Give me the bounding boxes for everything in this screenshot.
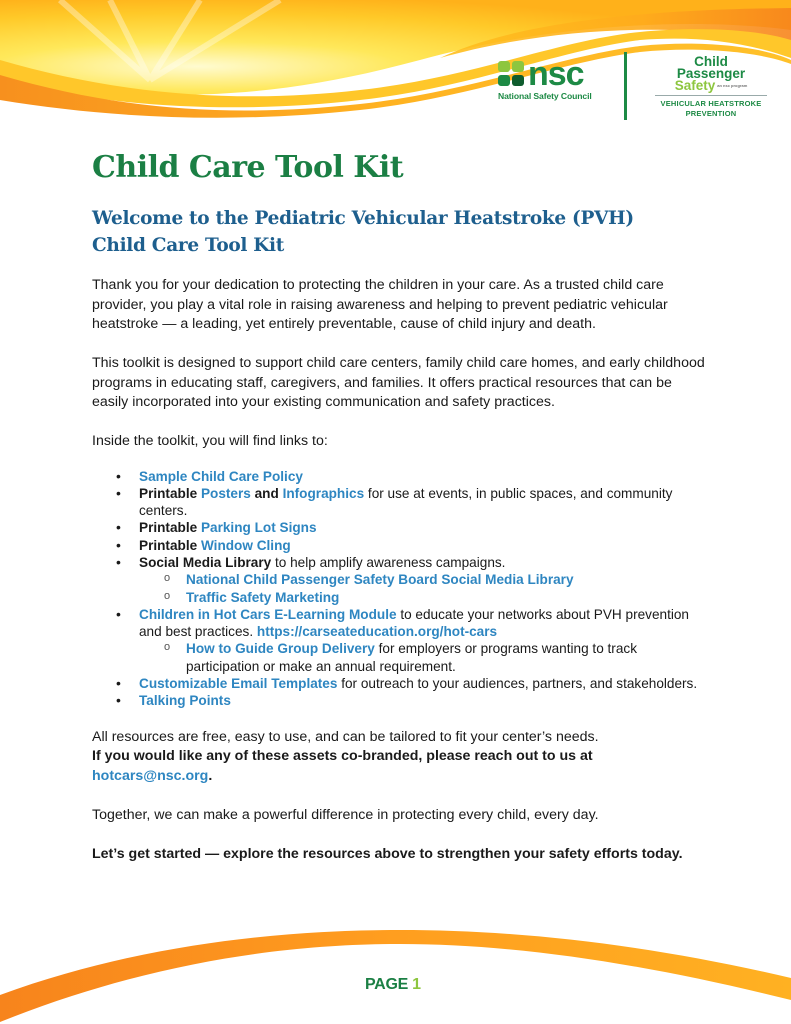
group-delivery-guide-link[interactable]: How to Guide Group Delivery <box>186 641 375 657</box>
list-item: • Children in Hot Cars E-Learning Module to educate your networks about PVH prevention and best practices. https://carseateducation.org/hot-cars o How to Guide Group Delivery for employers or programs wanting to track participation or make an annual requirement. <box>112 606 712 675</box>
intro-paragraph: Thank you for your dedication to protecting the children in your care. As a trusted child care provider, you play a vital role in raising awareness and helping to prevent pediatric vehicular heatstroke — a leading, yet entirely preventable, cause of child injury and death. <box>92 277 668 332</box>
together-paragraph: Together, we can make a powerful difference in protecting every child, every day. <box>92 806 599 823</box>
toolkit-description-paragraph: This toolkit is designed to support child care centers, family child care homes, and early childhood programs in educating staff, caregivers, and families. It offers practical resources that can be easily incorporated into your existing communication and safety practices. <box>92 355 705 410</box>
sublist-item: o How to Guide Group Delivery for employers or programs wanting to track participation or make an annual requirement. <box>161 640 712 675</box>
logo-group <box>498 52 779 124</box>
list-item: • Customizable Email Templates for outreach to your audiences, partners, and stakeholders. <box>112 675 712 692</box>
elearning-module-link[interactable]: Children in Hot Cars E-Learning Module <box>139 606 397 622</box>
email-templates-link[interactable]: Customizable Email Templates <box>139 676 338 692</box>
page-subtitle: Welcome to the Pediatric Vehicular Heatstroke (PVH) Child Care Tool Kit <box>92 208 634 256</box>
list-item <box>112 692 712 709</box>
nsc-logo <box>498 55 606 101</box>
list-item: • Printable Window Cling <box>112 537 712 554</box>
window-cling-link[interactable]: Window Cling <box>200 537 291 553</box>
cps-logo-title: Child Passenger Safety an nsc program <box>674 54 748 93</box>
list-item <box>112 468 712 485</box>
list-item: • Printable Posters and Infographics for use at events, in public spaces, and community centers. <box>112 485 712 520</box>
document-body <box>92 150 712 884</box>
email-link[interactable]: hotcars@nsc.org <box>92 767 209 784</box>
list-item: • Printable Parking Lot Signs <box>112 519 712 536</box>
traffic-safety-marketing-link[interactable]: Traffic Safety Marketing <box>186 589 340 605</box>
nsc-plus-icon <box>498 61 526 87</box>
nsc-wordmark: nsc <box>528 55 584 93</box>
cps-logo-rule <box>655 95 767 96</box>
sublist-item <box>161 589 712 606</box>
cps-logo <box>643 56 779 119</box>
elearning-sublist <box>161 640 712 675</box>
links-intro-paragraph: Inside the toolkit, you will find links to: <box>92 433 328 449</box>
sublist-item <box>161 571 712 588</box>
page-number: PAGE 1 <box>365 976 421 993</box>
ncpsb-social-media-link[interactable]: National Child Passenger Safety Board Social Media Library <box>186 572 574 588</box>
social-media-sublist <box>161 571 712 606</box>
call-to-action-paragraph: Let’s get started — explore the resources above to strengthen your safety efforts today. <box>92 845 683 862</box>
nsc-logo-subtitle: National Safety Council <box>498 91 592 101</box>
cobranding-paragraph: All resources are free, easy to use, and can be tailored to fit your center’s needs. If you would like any of these assets co-branded, please reach out to us at hotcars@nsc.org. <box>92 728 599 784</box>
resource-list <box>112 468 712 710</box>
list-item: • Social Media Library to help amplify awareness campaigns. o National Child Passenger Safety Board Social Media Library o Traffic Safety Marketing <box>112 554 712 606</box>
parking-lot-signs-link[interactable]: Parking Lot Signs <box>200 520 317 536</box>
talking-points-link[interactable]: Talking Points <box>139 693 231 709</box>
logo-divider <box>624 52 627 120</box>
posters-link[interactable]: Posters <box>200 485 251 501</box>
page-title: Child Care Tool Kit <box>92 150 404 185</box>
infographics-link[interactable]: Infographics <box>282 485 365 501</box>
sample-policy-link[interactable]: Sample Child Care Policy <box>139 468 303 484</box>
cps-logo-subtitle: VEHICULAR HEATSTROKE PREVENTION <box>660 99 762 119</box>
carseateducation-url-link[interactable]: https://carseateducation.org/hot-cars <box>256 624 498 640</box>
